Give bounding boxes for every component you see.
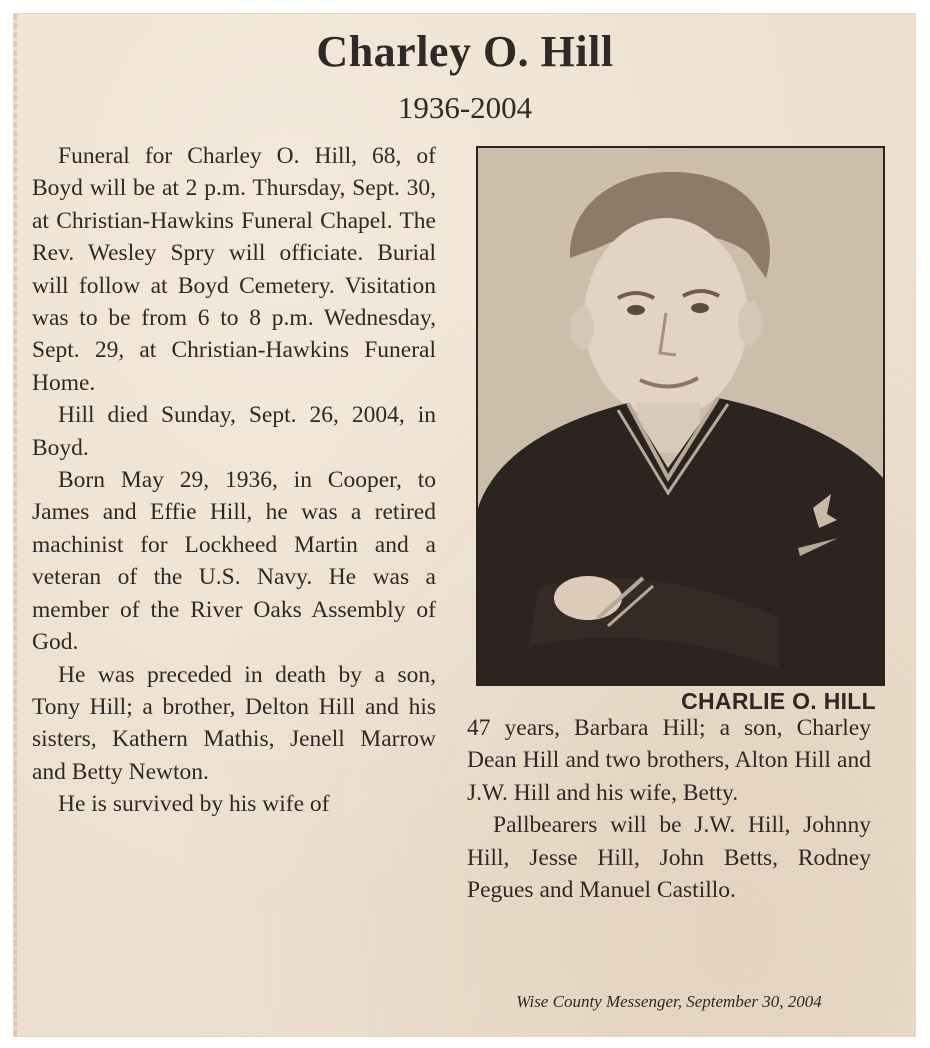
photo-caption: CHARLIE O. HILL: [681, 688, 876, 714]
paragraph-death: Hill died Sunday, Sept. 26, 2004, in Boyd.: [32, 402, 436, 461]
paragraph-survived-continued: 47 years, Barbara Hill; a son, Charley Dean Hill and two brothers, Alton Hill and J.W. Hill and his wife, Betty.: [467, 715, 871, 806]
obituary-title: Charley O. Hill: [316, 27, 614, 76]
portrait-photo: [476, 146, 885, 686]
paragraph-survived-start: He is survived by his wife of: [58, 791, 330, 818]
obituary-right-column: [467, 712, 871, 906]
source-credit: Wise County Messenger, September 30, 2004: [516, 992, 822, 1011]
paragraph-birth: Born May 29, 1936, in Cooper, to James and Effie Hill, he was a retired machinist for Lockheed Martin and a veteran of the U.S. Navy. He was a member of the River Oaks Assembly of God.: [32, 467, 436, 656]
paragraph-pallbearers: Pallbearers will be J.W. Hill, Johnny Hill, Jesse Hill, John Betts, Rodney Pegues and Manuel Castillo.: [467, 812, 871, 904]
paragraph-funeral: Funeral for Charley O. Hill, 68, of Boyd will be at 2 p.m. Thursday, Sept. 30, at Christian-Hawkins Funeral Chapel. The Rev. Wesley Spry will officiate. Burial will follow at Boyd Cemetery. Visitation was to be from 6 to 8 p.m. Wednesday, Sept. 29, at Christian-Hawkins Funeral Home.: [32, 143, 436, 396]
obituary-left-column: [32, 140, 436, 821]
obituary-years: 1936-2004: [397, 90, 533, 125]
sailor-portrait-image: [478, 148, 883, 684]
paragraph-preceded: He was preceded in death by a son, Tony Hill; a brother, Delton Hill and his sisters, Kathern Mathis, Jenell Marrow and Betty Newton.: [32, 661, 436, 785]
